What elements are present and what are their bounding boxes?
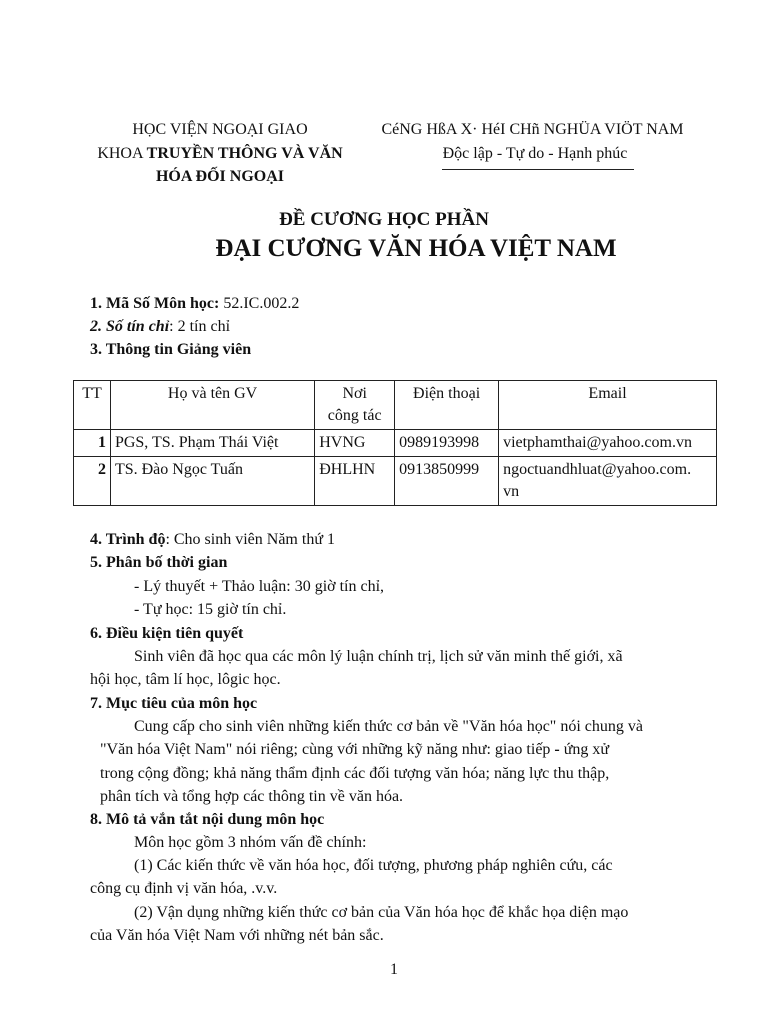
header-tt: TT	[74, 381, 111, 430]
description-text-5: của Văn hóa Việt Nam với những nét bản sắc.	[90, 927, 384, 944]
header-phone: Điện thoại	[395, 381, 499, 430]
lecturer-info-heading: 3. Thông tin Giảng viên	[90, 341, 252, 358]
row-name: TS. Đào Ngọc Tuấn	[110, 457, 314, 506]
header-email: Email	[499, 381, 717, 430]
description-heading: 8. Mô tả vắn tắt nội dung môn học	[90, 811, 325, 828]
table-row	[74, 457, 717, 506]
faculty-name	[75, 142, 365, 165]
prerequisites-heading: 6. Điều kiện tiên quyết	[90, 625, 244, 642]
course-code-value: 52.IC.002.2	[223, 295, 300, 312]
lecturer-table	[73, 380, 717, 506]
time-theory: - Lý thuyết + Thảo luận: 30 giờ tín chỉ,	[134, 578, 385, 595]
row-tt: 1	[74, 430, 111, 457]
header-name: Họ và tên GV	[110, 381, 314, 430]
faculty-prefix: KHOA	[97, 145, 147, 162]
row-place: HVNG	[315, 430, 395, 457]
credits-value: : 2 tín chỉ	[169, 318, 231, 335]
row-place: ĐHLHN	[315, 457, 395, 506]
faculty-name-continued: HÓA ĐỐI NGOẠI	[155, 168, 284, 185]
table-row	[74, 430, 717, 457]
credits: 2. Số tín chỉ: 2 tín chỉ	[90, 318, 231, 335]
faculty-name-bold: TRUYỀN THÔNG VÀ VĂN	[146, 145, 343, 162]
document-title: ĐỀ CƯƠNG HỌC PHẦN	[279, 209, 489, 230]
table-header-row	[74, 381, 717, 430]
row-phone: 0913850999	[395, 457, 499, 506]
time-self-study: - Tự học: 15 giờ tín chỉ.	[134, 601, 287, 618]
description-text-3: công cụ định vị văn hóa, .v.v.	[90, 880, 278, 897]
time-allocation-heading: 5. Phân bố thời gian	[90, 554, 228, 571]
row-phone: 0989193998	[395, 430, 499, 457]
description-text-4: (2) Vận dụng những kiến thức cơ bản của Văn hóa học để khắc họa diện mạo	[134, 904, 629, 921]
row-email: vietphamthai@yahoo.com.vn	[499, 430, 717, 457]
objectives-heading: 7. Mục tiêu của môn học	[90, 695, 258, 712]
header-workplace: Nơi công tác	[315, 381, 395, 430]
motto-underline	[442, 169, 634, 170]
row-tt: 2	[74, 457, 111, 506]
page-number: 1	[390, 961, 398, 978]
national-motto-subtitle: Độc lập - Tự do - Hạnh phúc	[442, 145, 628, 162]
objectives-text-2: "Văn hóa Việt Nam" nói riêng; cùng với những kỹ năng như: giao tiếp - ứng xử	[100, 741, 610, 758]
prerequisites-text-1: Sinh viên đã học qua các môn lý luận chính trị, lịch sử văn minh thế giới, xã	[134, 648, 623, 665]
course-code: 1. Mã Số Môn học: 52.IC.002.2	[90, 295, 300, 312]
objectives-text-1: Cung cấp cho sinh viên những kiến thức cơ bản về "Văn hóa học" nói chung và	[134, 718, 643, 735]
row-email: ngoctuandhluat@yahoo.com. vn	[499, 457, 717, 506]
description-text-2: (1) Các kiến thức về văn hóa học, đối tượng, phương pháp nghiên cứu, các	[134, 857, 613, 874]
prerequisites-text-2: hội học, tâm lí học, lôgic học.	[90, 671, 281, 688]
row-name: PGS, TS. Phạm Thái Việt	[110, 430, 314, 457]
objectives-text-4: phân tích và tổng hợp các thông tin về văn hóa.	[100, 788, 404, 805]
level-value: : Cho sinh viên Năm thứ 1	[165, 531, 335, 548]
institution-name: HỌC VIỆN NGOẠI GIAO	[132, 121, 308, 138]
objectives-text-3: trong cộng đồng; khả năng thẩm định các đối tượng văn hóa; năng lực thu thập,	[100, 765, 610, 782]
level: 4. Trình độ: Cho sinh viên Năm thứ 1	[90, 531, 335, 548]
description-text-1: Môn học gồm 3 nhóm vấn đề chính:	[134, 834, 367, 851]
national-motto-title: CéNG HßA X· HéI CHñ NGHÜA VIÖT NAM	[381, 121, 684, 138]
course-title: ĐẠI CƯƠNG VĂN HÓA VIỆT NAM	[215, 235, 617, 262]
